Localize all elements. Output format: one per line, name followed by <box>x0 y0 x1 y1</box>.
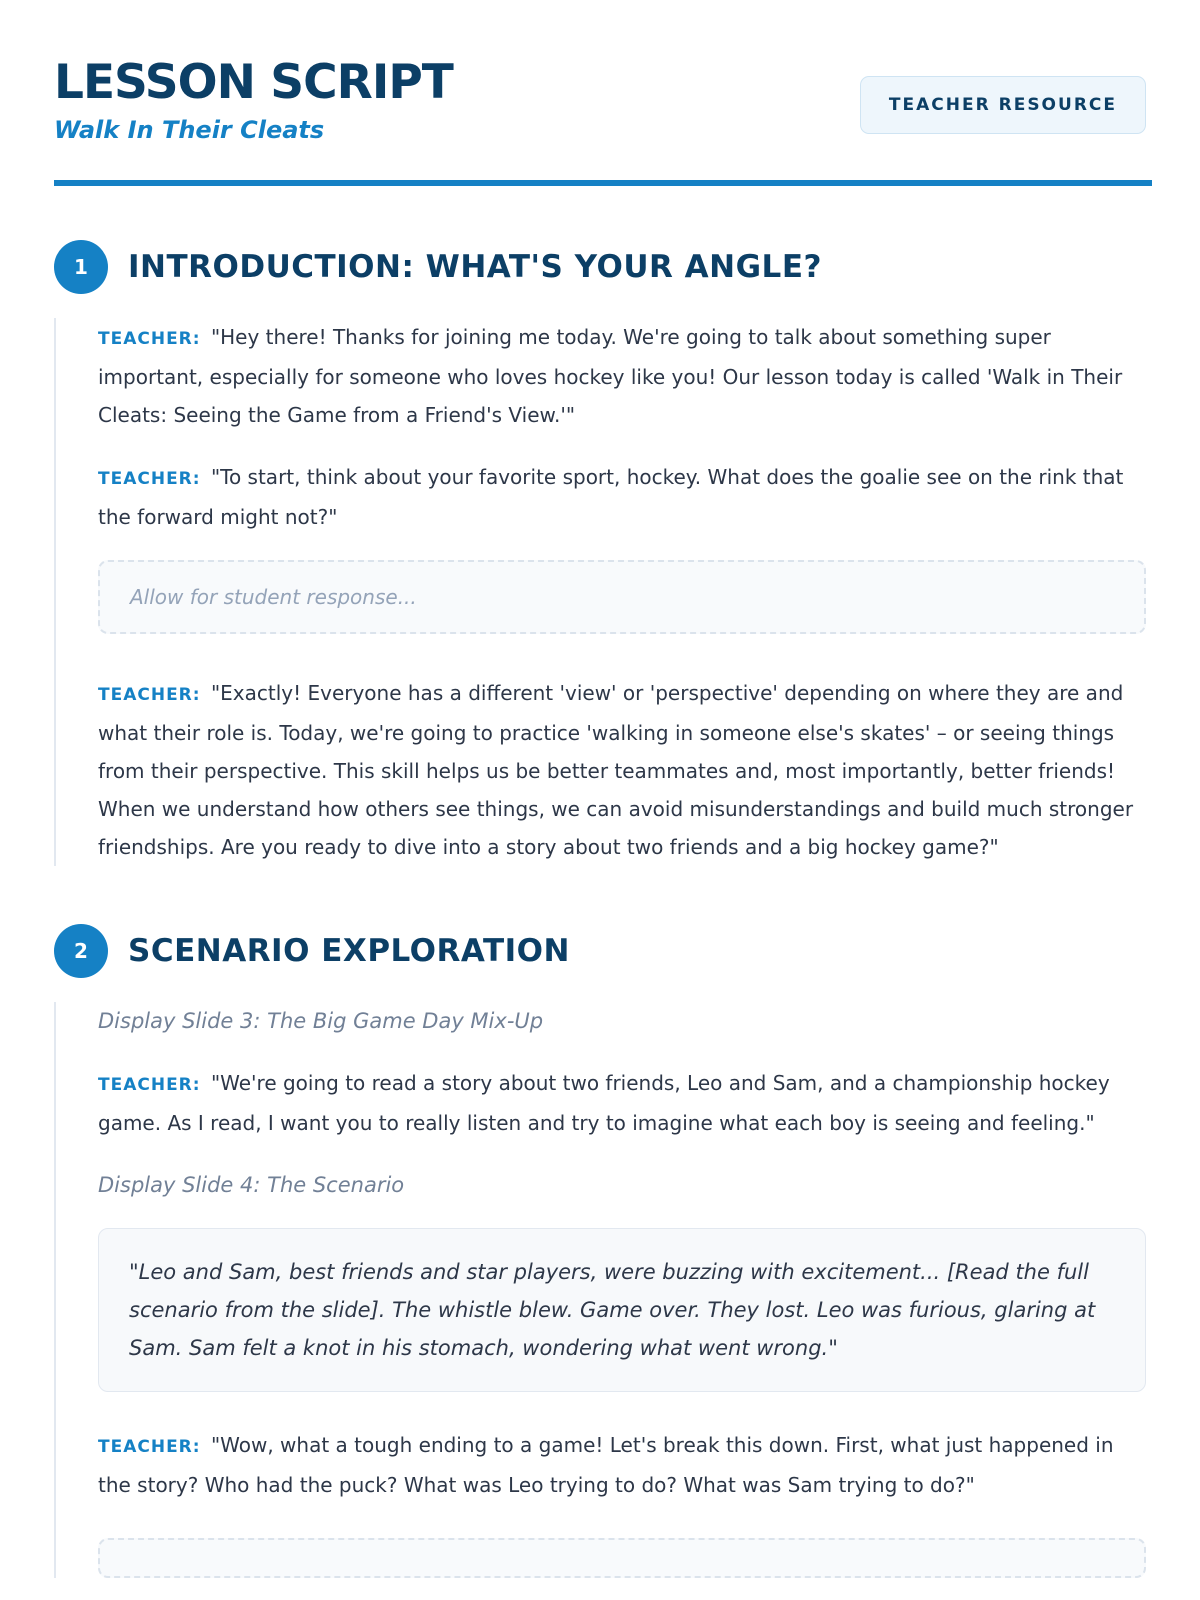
stage-direction: Display Slide 3: The Big Game Day Mix-Up <box>98 1009 544 1033</box>
section-body <box>54 318 1146 866</box>
section-header <box>54 924 1146 978</box>
teacher-line-text: "To start, think about your favorite sport, hockey. What does the goalie see on the rink that the forward might not?" <box>98 465 1124 529</box>
student-response-box: Allow for student response... <box>98 560 1146 634</box>
speaker-label: TEACHER: <box>98 329 201 349</box>
stage-direction: Display Slide 4: The Scenario <box>98 1173 405 1197</box>
section-body <box>54 1002 1146 1578</box>
section-title: INTRODUCTION: WHAT'S YOUR ANGLE? <box>128 249 822 285</box>
header-divider <box>54 180 1152 186</box>
page-header <box>54 0 1146 144</box>
teacher-line-text: "Exactly! Everyone has a different 'view' or 'perspective' depending on where they are and what their role is. Today, we're going to practice 'walking in someone else's skates' – or seeing things from their perspective. This skill helps us be better teammates and, most importantly, better friends! When we understand how others see things, we can avoid misunderstandings and build much stronger friendships. Are you ready to dive into a story about two friends and a big hockey game?" <box>98 681 1134 859</box>
title-block <box>54 55 453 144</box>
section-introduction <box>54 240 1146 866</box>
teacher-line-text: "Hey there! Thanks for joining me today. We're going to talk about something super important, especially for someone who loves hockey like you! Our lesson today is called 'Walk in Their Cleats: Seeing the Game from a Friend's View.'" <box>98 325 1123 427</box>
section-header <box>54 240 1146 294</box>
page-subtitle: Walk In Their Cleats <box>54 116 325 144</box>
speaker-label: TEACHER: <box>98 469 201 489</box>
teacher-resource-badge: TEACHER RESOURCE <box>860 76 1146 134</box>
teacher-line <box>98 674 1146 866</box>
teacher-line <box>98 318 1146 434</box>
teacher-line-text: "We're going to read a story about two friends, Leo and Sam, and a championship hockey game. As I read, I want you to really listen and try to imagine what each boy is seeing and feeling." <box>98 1071 1110 1135</box>
page-title: LESSON SCRIPT <box>54 55 453 110</box>
scenario-quote-box: "Leo and Sam, best friends and star players, were buzzing with excitement... [Read the full scenario from the slide]. The whistle blew. Game over. They lost. Leo was furious, glaring at Sam. Sam felt a knot in his stomach, wondering what went wrong." <box>98 1228 1146 1392</box>
teacher-line <box>98 1426 1146 1504</box>
section-scenario-exploration <box>54 924 1146 1578</box>
speaker-label: TEACHER: <box>98 1437 201 1457</box>
student-response-box <box>98 1538 1146 1578</box>
teacher-line <box>98 458 1146 536</box>
teacher-line <box>98 1064 1146 1142</box>
section-title: SCENARIO EXPLORATION <box>128 933 570 969</box>
section-number-badge: 2 <box>54 924 108 978</box>
speaker-label: TEACHER: <box>98 685 201 705</box>
teacher-line-text: "Wow, what a tough ending to a game! Let's break this down. First, what just happened in the story? Who had the puck? What was Leo trying to do? What was Sam trying to do?" <box>98 1433 1114 1497</box>
speaker-label: TEACHER: <box>98 1075 201 1095</box>
section-number-badge: 1 <box>54 240 108 294</box>
